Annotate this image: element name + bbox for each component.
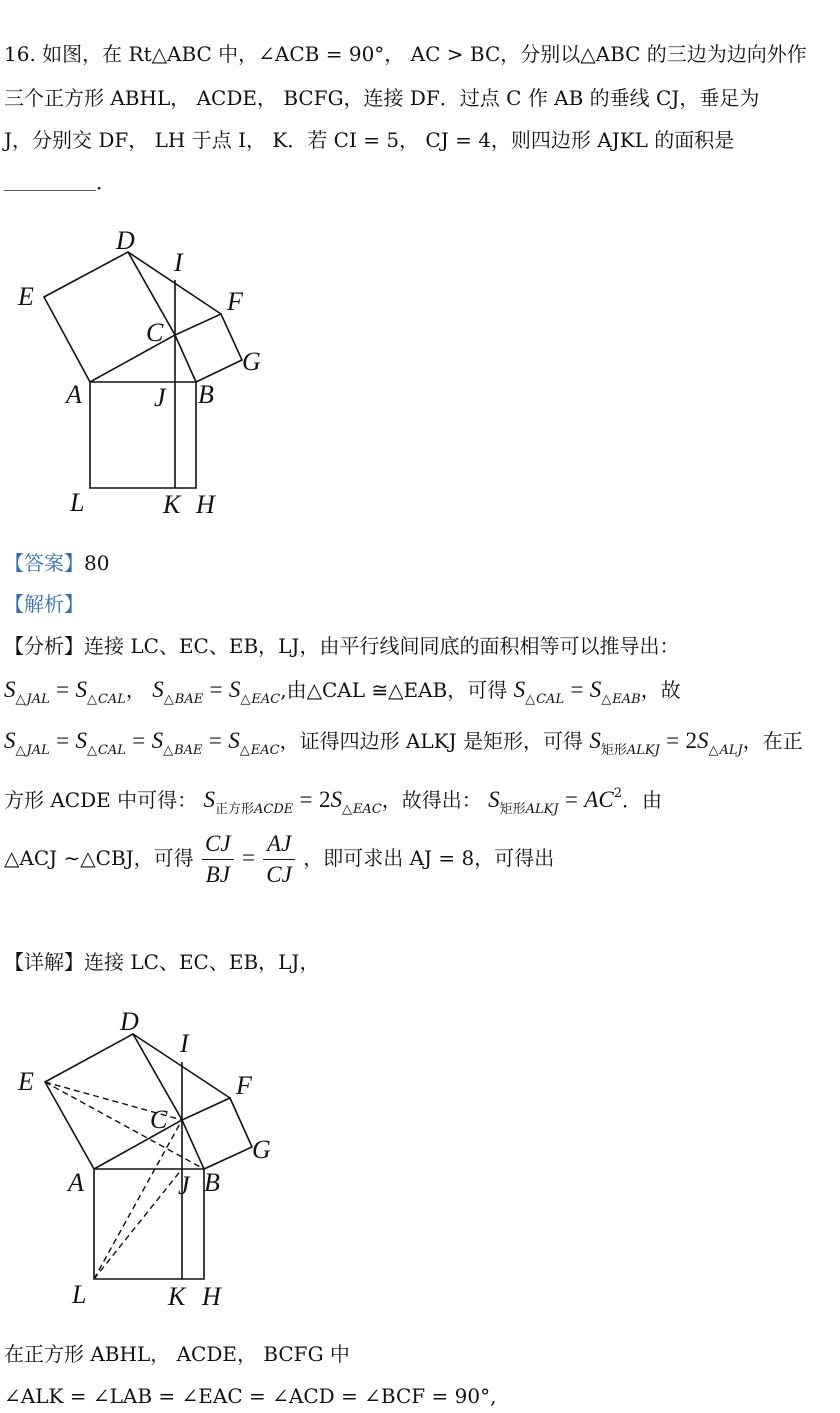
label-l: L [70, 488, 85, 517]
label-g-2: G [252, 1135, 271, 1164]
label-c-2: C [150, 1105, 168, 1134]
analysis-row-3: $S_{\triangle JAL} = S_{\triangle CAL} = S_{\triangle BAE} = S_{\triangle EAC}$，证得四边形 ALKJ 是矩形，可得 $S_{矩形ALKJ} = 2S_{\triangle ALJ}$，在正 [4, 728, 803, 758]
label-g: G [242, 347, 261, 376]
square-bcfg [175, 314, 242, 382]
label-f-2: F [236, 1071, 252, 1100]
label-j: J [154, 383, 166, 412]
label-i: I [174, 248, 183, 277]
label-k: K [163, 490, 181, 519]
fraction-cj-bj: $\frac{CJ}{BJ}$ [202, 829, 234, 890]
analysis-row-4: 方形 ACDE 中可得： $S_{正方形ACDE} = 2S_{\triangle EAC}$，故得出： $S_{矩形ALKJ} = AC^2$．由 [4, 786, 662, 817]
label-i-2: I [180, 1029, 189, 1058]
dashed-lj [94, 1169, 182, 1279]
label-c: C [146, 318, 164, 347]
answer-tag: 【答案】 [4, 551, 84, 575]
label-a: A [66, 380, 82, 409]
detail-heading: 【详解】连接 LC、EC、EB，LJ， [4, 950, 320, 974]
label-f: F [227, 287, 243, 316]
answer-blank [4, 170, 96, 191]
label-k-2: K [168, 1282, 186, 1311]
problem-line-3: J，分别交 DF， LH 于点 I， K．若 CI = 5， CJ = 4，则四边形 AJKL 的面积是 [4, 128, 735, 152]
square-abhl [90, 382, 196, 488]
label-b: B [198, 380, 214, 409]
label-h: H [196, 490, 215, 519]
fraction-aj-cj: $\frac{AJ}{CJ}$ [263, 829, 295, 890]
answer-line [4, 549, 109, 577]
label-b-2: B [204, 1168, 220, 1197]
label-j-2: J [178, 1171, 190, 1200]
label-l-2: L [72, 1280, 87, 1309]
analysis-row-5: △ACJ ∼△CBJ，可得 $\frac{CJ}{BJ}$ = $\frac{AJ}{CJ}$ ，即可求出 AJ = 8，可得出 [4, 828, 554, 890]
label-a-2: A [68, 1168, 84, 1197]
analysis-row-2: $S_{\triangle JAL} = S_{\triangle CAL}$， $S_{\triangle BAE} = S_{\triangle EAC}$,由△CAL ≅△EAB，可得 $S_{\triangle CAL} = S_{\triangle EAB}$，故 [4, 677, 681, 707]
label-d-2: D [120, 1007, 139, 1036]
label-e: E [18, 282, 34, 311]
geometry-figure-2 [0, 998, 300, 1318]
square-acde [44, 252, 175, 382]
label-e-2: E [18, 1067, 34, 1096]
detail-squares-line: 在正方形 ABHL， ACDE， BCFG 中 [4, 1342, 350, 1366]
answer-value: 80 [84, 551, 110, 575]
label-h-2: H [202, 1282, 221, 1311]
analysis-intro: 【分析】连接 LC、EC、EB，LJ，由平行线间同底的面积相等可以推导出： [4, 634, 680, 658]
problem-line-4: ． [4, 168, 116, 196]
geometry-figure-1 [0, 215, 300, 525]
analysis-heading: 【解析】 [4, 592, 84, 616]
label-d: D [116, 226, 135, 255]
problem-line-2: 三个正方形 ABHL， ACDE， BCFG，连接 DF．过点 C 作 AB 的垂线 CJ，垂足为 [4, 86, 760, 110]
square-bcfg-2 [182, 1098, 252, 1169]
detail-angle-line: ∠ALK = ∠LAB = ∠EAC = ∠ACD = ∠BCF = 90°, [4, 1384, 497, 1408]
problem-line-1: 16. 如图，在 Rt△ABC 中，∠ACB = 90°， AC > BC，分别以△ABC 的三边为边向外作 [4, 42, 807, 66]
